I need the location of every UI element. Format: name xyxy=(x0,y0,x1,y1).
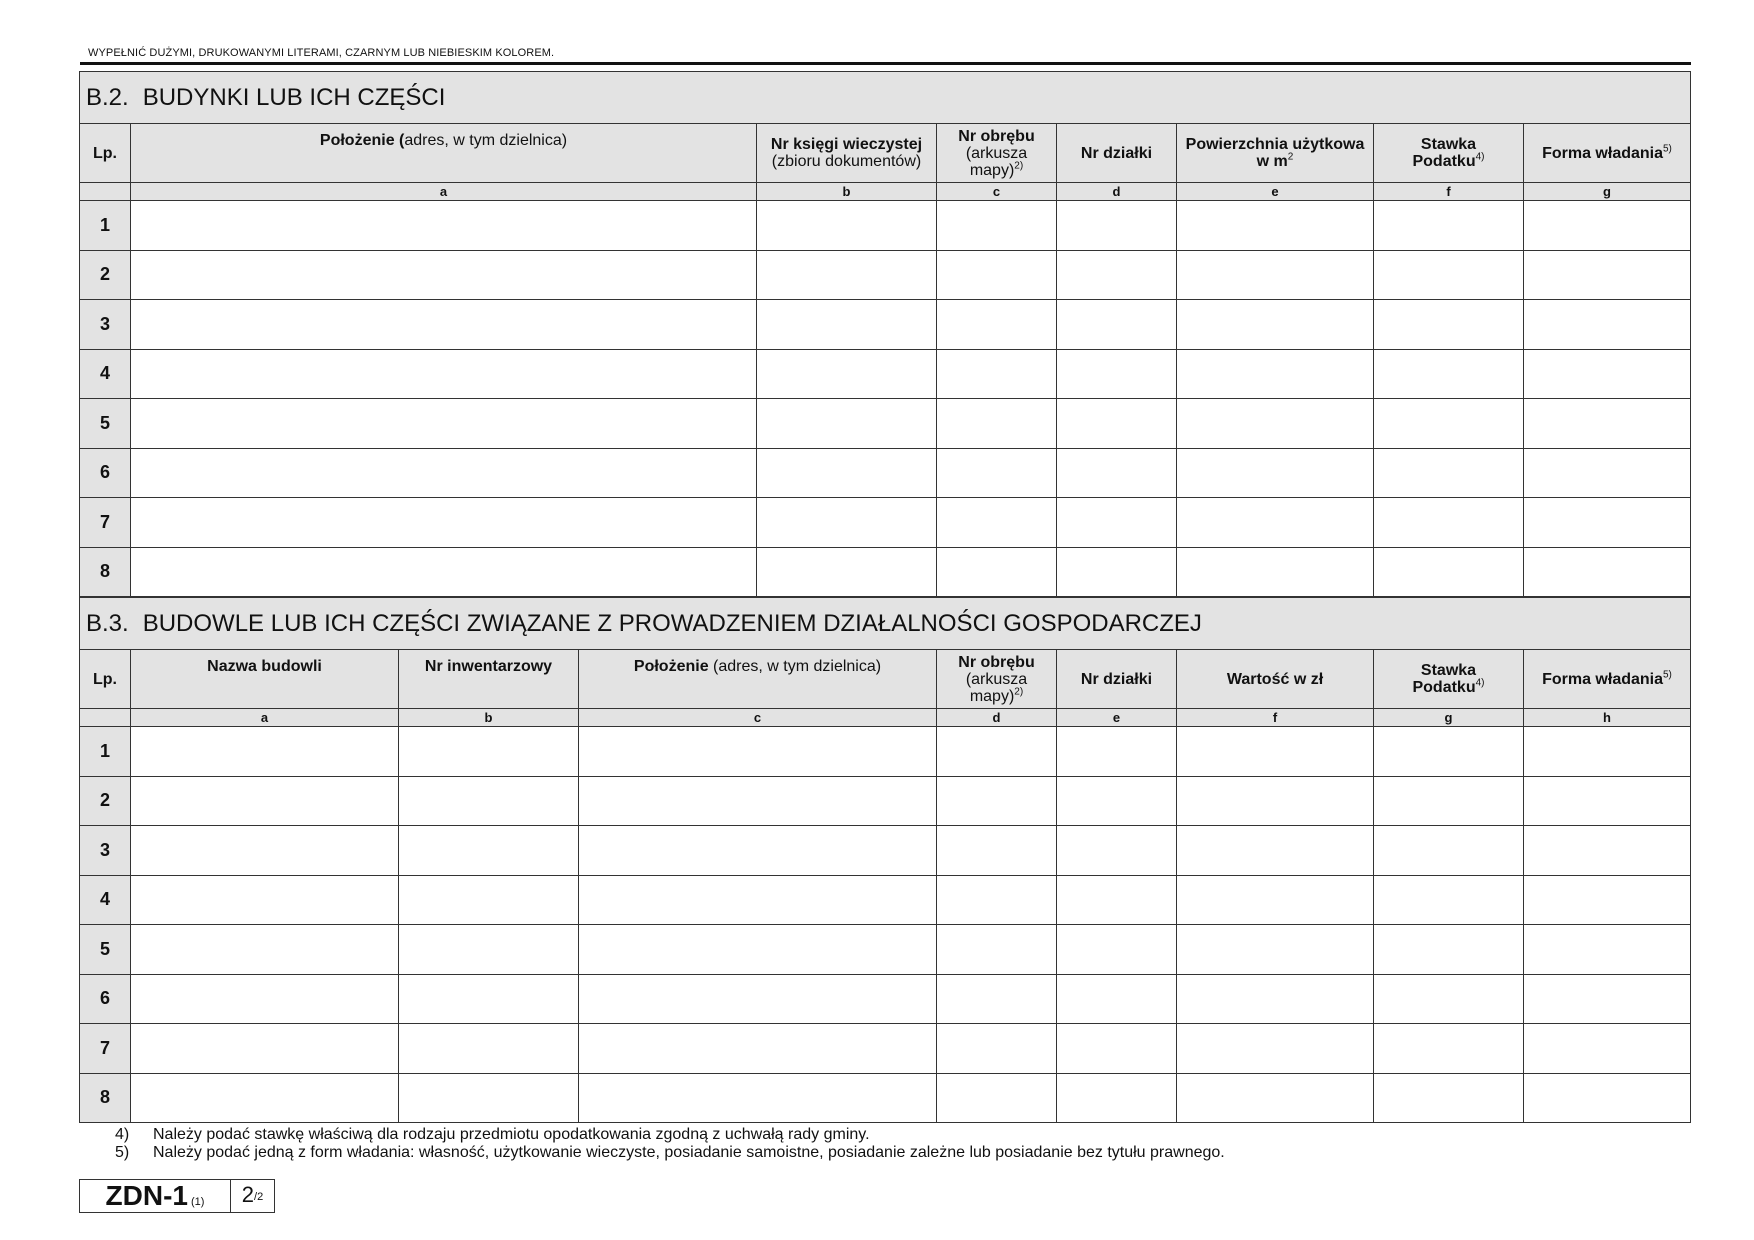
input-cell[interactable] xyxy=(757,547,937,597)
input-cell[interactable] xyxy=(757,250,937,300)
input-cell[interactable] xyxy=(131,875,399,925)
input-cell[interactable] xyxy=(757,300,937,350)
form-code-box xyxy=(80,1180,231,1212)
row-number: 2 xyxy=(80,250,131,300)
table-row xyxy=(80,1073,1691,1123)
input-cell[interactable] xyxy=(937,448,1057,498)
structures-rows xyxy=(80,727,1691,1123)
input-cell[interactable] xyxy=(399,974,579,1024)
input-cell[interactable] xyxy=(131,399,757,449)
letter-cell: b xyxy=(757,183,937,201)
ownership-form-header xyxy=(1524,650,1691,709)
input-cell[interactable] xyxy=(1057,250,1177,300)
row-number: 4 xyxy=(80,875,131,925)
footnote-ref: 2) xyxy=(1014,160,1024,172)
input-cell[interactable] xyxy=(1177,727,1374,777)
form-version: (1) xyxy=(191,1196,205,1208)
letter-cell: e xyxy=(1177,183,1374,201)
row-number: 1 xyxy=(80,201,131,251)
input-cell[interactable] xyxy=(131,448,757,498)
footnote-number: 5) xyxy=(115,1144,130,1161)
input-cell[interactable] xyxy=(757,349,937,399)
input-cell[interactable] xyxy=(1057,399,1177,449)
input-cell[interactable] xyxy=(1374,1024,1524,1074)
fill-instruction: WYPEŁNIĆ DUŻYMI, DRUKOWANYMI LITERAMI, CZARNYM LUB NIEBIESKIM KOLOREM. xyxy=(88,47,555,59)
letter-cell: a xyxy=(131,183,757,201)
section-name: BUDOWLE LUB ICH CZĘŚCI ZWIĄZANE Z PROWADZENIEM DZIAŁALNOŚCI GOSPODARCZEJ xyxy=(142,609,1202,637)
table-row xyxy=(80,300,1691,350)
table-row xyxy=(80,498,1691,548)
precinct-header xyxy=(937,650,1057,709)
input-cell[interactable] xyxy=(1374,399,1524,449)
input-cell[interactable] xyxy=(1057,925,1177,975)
table-row xyxy=(80,250,1691,300)
input-cell[interactable] xyxy=(1057,201,1177,251)
footnote-text: Należy podać stawkę właściwą dla rodzaju przedmiotu opodatkowania zgodną z uchwałą rady gminy. xyxy=(153,1126,870,1143)
input-cell[interactable] xyxy=(1177,826,1374,876)
letter-cell: g xyxy=(1524,183,1691,201)
value-header: Wartość w zł xyxy=(1177,650,1374,709)
tax-rate-header xyxy=(1374,124,1524,183)
footnote-ref: 4) xyxy=(1475,151,1485,163)
lp-header: Lp. xyxy=(80,124,131,183)
letter-cell xyxy=(80,183,131,201)
section-number: B.2. xyxy=(86,83,129,111)
input-cell[interactable] xyxy=(937,250,1057,300)
input-cell[interactable] xyxy=(1057,875,1177,925)
input-cell[interactable] xyxy=(579,1073,937,1123)
location-header-normal: (adres, w tym dzielnica) xyxy=(708,658,882,675)
input-cell[interactable] xyxy=(1057,974,1177,1024)
row-number: 3 xyxy=(80,826,131,876)
table-row xyxy=(80,925,1691,975)
input-cell[interactable] xyxy=(1374,349,1524,399)
input-cell[interactable] xyxy=(1177,201,1374,251)
precinct-normal: (arkusza mapy) xyxy=(965,670,1028,705)
ownership-form-label: Forma władania xyxy=(1542,670,1663,688)
table-row xyxy=(80,727,1691,777)
input-cell[interactable] xyxy=(1374,727,1524,777)
input-cell[interactable] xyxy=(1524,875,1691,925)
input-cell[interactable] xyxy=(1374,875,1524,925)
input-cell[interactable] xyxy=(399,925,579,975)
row-number: 5 xyxy=(80,925,131,975)
table-row xyxy=(80,974,1691,1024)
input-cell[interactable] xyxy=(131,1024,399,1074)
input-cell[interactable] xyxy=(131,300,757,350)
input-cell[interactable] xyxy=(1374,498,1524,548)
letter-cell: c xyxy=(937,183,1057,201)
tax-rate-line2: Podatku xyxy=(1412,679,1476,696)
input-cell[interactable] xyxy=(579,826,937,876)
input-cell[interactable] xyxy=(937,925,1057,975)
tax-rate-line1: Stawka xyxy=(1420,662,1477,679)
ownership-form-label: Forma władania xyxy=(1542,144,1663,162)
input-cell[interactable] xyxy=(1524,349,1691,399)
row-number: 2 xyxy=(80,776,131,826)
input-cell[interactable] xyxy=(1057,300,1177,350)
page-number-box xyxy=(231,1180,274,1212)
usable-area-line1: Powierzchnia użytkowa xyxy=(1185,136,1365,153)
row-number: 8 xyxy=(80,547,131,597)
table-row xyxy=(80,399,1691,449)
input-cell[interactable] xyxy=(1177,925,1374,975)
input-cell[interactable] xyxy=(579,875,937,925)
input-cell[interactable] xyxy=(1177,498,1374,548)
structures-table xyxy=(79,597,1691,1123)
letter-cell: f xyxy=(1374,183,1524,201)
input-cell[interactable] xyxy=(1524,448,1691,498)
section-b2-title xyxy=(80,72,1691,124)
input-cell[interactable] xyxy=(1177,974,1374,1024)
input-cell[interactable] xyxy=(757,498,937,548)
input-cell[interactable] xyxy=(1524,498,1691,548)
location-header xyxy=(131,124,757,183)
input-cell[interactable] xyxy=(1374,547,1524,597)
input-cell[interactable] xyxy=(1057,826,1177,876)
table-row xyxy=(80,547,1691,597)
footnote-ref: 4) xyxy=(1475,677,1485,689)
input-cell[interactable] xyxy=(1057,1073,1177,1123)
input-cell[interactable] xyxy=(1057,448,1177,498)
input-cell[interactable] xyxy=(937,498,1057,548)
input-cell[interactable] xyxy=(1177,349,1374,399)
input-cell[interactable] xyxy=(1177,300,1374,350)
input-cell[interactable] xyxy=(1524,776,1691,826)
input-cell[interactable] xyxy=(1374,300,1524,350)
input-cell[interactable] xyxy=(399,1024,579,1074)
input-cell[interactable] xyxy=(1177,547,1374,597)
precinct-header xyxy=(937,124,1057,183)
row-number: 6 xyxy=(80,974,131,1024)
input-cell[interactable] xyxy=(1374,974,1524,1024)
input-cell[interactable] xyxy=(937,300,1057,350)
input-cell[interactable] xyxy=(131,727,399,777)
input-cell[interactable] xyxy=(937,974,1057,1024)
form-code: ZDN-1 xyxy=(105,1180,188,1211)
footnote-ref: 5) xyxy=(1663,669,1672,681)
input-cell[interactable] xyxy=(1524,727,1691,777)
location-header-bold: Położenie ( xyxy=(319,132,405,149)
input-cell[interactable] xyxy=(131,201,757,251)
location-header-bold: Położenie xyxy=(633,658,709,675)
input-cell[interactable] xyxy=(1057,776,1177,826)
input-cell[interactable] xyxy=(1177,875,1374,925)
input-cell[interactable] xyxy=(937,776,1057,826)
buildings-rows xyxy=(80,201,1691,597)
top-divider xyxy=(80,62,1691,65)
tax-rate-line2: Podatku xyxy=(1412,153,1476,170)
usable-area-line2: w m xyxy=(1256,153,1288,170)
input-cell[interactable] xyxy=(1374,250,1524,300)
input-cell[interactable] xyxy=(579,1024,937,1074)
input-cell[interactable] xyxy=(937,1073,1057,1123)
letter-cell: d xyxy=(1057,183,1177,201)
row-number: 4 xyxy=(80,349,131,399)
land-register-normal: (zbioru dokumentów) xyxy=(771,153,922,170)
plot-number-header: Nr działki xyxy=(1057,124,1177,183)
squared-sup: 2 xyxy=(1287,151,1294,163)
input-cell[interactable] xyxy=(131,349,757,399)
input-cell[interactable] xyxy=(1524,826,1691,876)
input-cell[interactable] xyxy=(1177,1073,1374,1123)
letter-cell: g xyxy=(1374,709,1524,727)
input-cell[interactable] xyxy=(1177,776,1374,826)
input-cell[interactable] xyxy=(399,875,579,925)
input-cell[interactable] xyxy=(131,776,399,826)
footnote-ref: 5) xyxy=(1663,143,1672,155)
input-cell[interactable] xyxy=(579,974,937,1024)
input-cell[interactable] xyxy=(1177,250,1374,300)
precinct-bold: Nr obrębu xyxy=(958,127,1035,145)
input-cell[interactable] xyxy=(1524,201,1691,251)
input-cell[interactable] xyxy=(131,925,399,975)
input-cell[interactable] xyxy=(399,776,579,826)
input-cell[interactable] xyxy=(399,826,579,876)
input-cell[interactable] xyxy=(131,974,399,1024)
input-cell[interactable] xyxy=(579,776,937,826)
land-register-bold: Nr księgi wieczystej xyxy=(770,136,923,153)
column-letters-row xyxy=(80,183,1691,201)
input-cell[interactable] xyxy=(1374,776,1524,826)
location-header-normal: adres, w tym dzielnica) xyxy=(404,132,568,149)
structure-name-header: Nazwa budowli xyxy=(131,650,399,709)
input-cell[interactable] xyxy=(937,1024,1057,1074)
letter-cell xyxy=(80,709,131,727)
input-cell[interactable] xyxy=(1524,1073,1691,1123)
input-cell[interactable] xyxy=(1374,826,1524,876)
input-cell[interactable] xyxy=(937,826,1057,876)
column-letters-row xyxy=(80,709,1691,727)
section-number: B.3. xyxy=(86,609,129,637)
page-current: 2 xyxy=(241,1182,255,1207)
input-cell[interactable] xyxy=(1057,349,1177,399)
footnote-text: Należy podać jedną z form władania: własność, użytkowanie wieczyste, posiadanie samoistne, posiadanie zależne lub posiadanie bez tytułu prawnego. xyxy=(153,1144,1225,1161)
input-cell[interactable] xyxy=(1374,1073,1524,1123)
table-row xyxy=(80,349,1691,399)
footnote-5 xyxy=(115,1144,1225,1162)
form-footer xyxy=(79,1179,275,1213)
tax-rate-line1: Stawka xyxy=(1420,136,1477,153)
table-row xyxy=(80,448,1691,498)
row-number: 7 xyxy=(80,1024,131,1074)
row-number: 5 xyxy=(80,399,131,449)
letter-cell: e xyxy=(1057,709,1177,727)
precinct-bold: Nr obrębu xyxy=(958,653,1035,671)
input-cell[interactable] xyxy=(1177,1024,1374,1074)
input-cell[interactable] xyxy=(1057,727,1177,777)
input-cell[interactable] xyxy=(1057,547,1177,597)
input-cell[interactable] xyxy=(1177,399,1374,449)
row-number: 8 xyxy=(80,1073,131,1123)
row-number: 6 xyxy=(80,448,131,498)
row-number: 1 xyxy=(80,727,131,777)
footnotes xyxy=(115,1126,1225,1162)
input-cell[interactable] xyxy=(1057,1024,1177,1074)
input-cell[interactable] xyxy=(579,727,937,777)
input-cell[interactable] xyxy=(1524,547,1691,597)
input-cell[interactable] xyxy=(1374,201,1524,251)
row-number: 3 xyxy=(80,300,131,350)
input-cell[interactable] xyxy=(937,547,1057,597)
letter-cell: d xyxy=(937,709,1057,727)
input-cell[interactable] xyxy=(1524,1024,1691,1074)
lp-header: Lp. xyxy=(80,650,131,709)
input-cell[interactable] xyxy=(131,250,757,300)
input-cell[interactable] xyxy=(1177,448,1374,498)
input-cell[interactable] xyxy=(399,727,579,777)
section-name: BUDYNKI LUB ICH CZĘŚCI xyxy=(142,83,446,111)
input-cell[interactable] xyxy=(1524,300,1691,350)
input-cell[interactable] xyxy=(131,547,757,597)
land-register-header xyxy=(757,124,937,183)
input-cell[interactable] xyxy=(937,349,1057,399)
input-cell[interactable] xyxy=(399,1073,579,1123)
footnote-4 xyxy=(115,1126,1225,1144)
input-cell[interactable] xyxy=(757,399,937,449)
input-cell[interactable] xyxy=(131,1073,399,1123)
input-cell[interactable] xyxy=(131,498,757,548)
inventory-number-header: Nr inwentarzowy xyxy=(399,650,579,709)
input-cell[interactable] xyxy=(937,201,1057,251)
row-number: 7 xyxy=(80,498,131,548)
input-cell[interactable] xyxy=(1057,498,1177,548)
page-total: /2 xyxy=(254,1191,264,1203)
input-cell[interactable] xyxy=(1524,974,1691,1024)
input-cell[interactable] xyxy=(757,448,937,498)
input-cell[interactable] xyxy=(937,875,1057,925)
plot-number-header: Nr działki xyxy=(1057,650,1177,709)
letter-cell: h xyxy=(1524,709,1691,727)
input-cell[interactable] xyxy=(937,727,1057,777)
input-cell[interactable] xyxy=(937,399,1057,449)
input-cell[interactable] xyxy=(131,826,399,876)
footnote-number: 4) xyxy=(115,1126,130,1143)
letter-cell: b xyxy=(399,709,579,727)
buildings-table xyxy=(79,71,1691,597)
input-cell[interactable] xyxy=(1524,925,1691,975)
tax-rate-header xyxy=(1374,650,1524,709)
table-row xyxy=(80,201,1691,251)
input-cell[interactable] xyxy=(1524,399,1691,449)
precinct-normal: (arkusza mapy) xyxy=(965,144,1028,179)
table-row xyxy=(80,875,1691,925)
letter-cell: c xyxy=(579,709,937,727)
table-row xyxy=(80,826,1691,876)
table-row xyxy=(80,1024,1691,1074)
table-row xyxy=(80,776,1691,826)
location-header xyxy=(579,650,937,709)
usable-area-header xyxy=(1177,124,1374,183)
input-cell[interactable] xyxy=(1524,250,1691,300)
letter-cell: a xyxy=(131,709,399,727)
section-b3-title xyxy=(80,598,1691,650)
input-cell[interactable] xyxy=(1374,925,1524,975)
letter-cell: f xyxy=(1177,709,1374,727)
ownership-form-header xyxy=(1524,124,1691,183)
input-cell[interactable] xyxy=(1374,448,1524,498)
footnote-ref: 2) xyxy=(1014,686,1024,698)
input-cell[interactable] xyxy=(757,201,937,251)
input-cell[interactable] xyxy=(579,925,937,975)
